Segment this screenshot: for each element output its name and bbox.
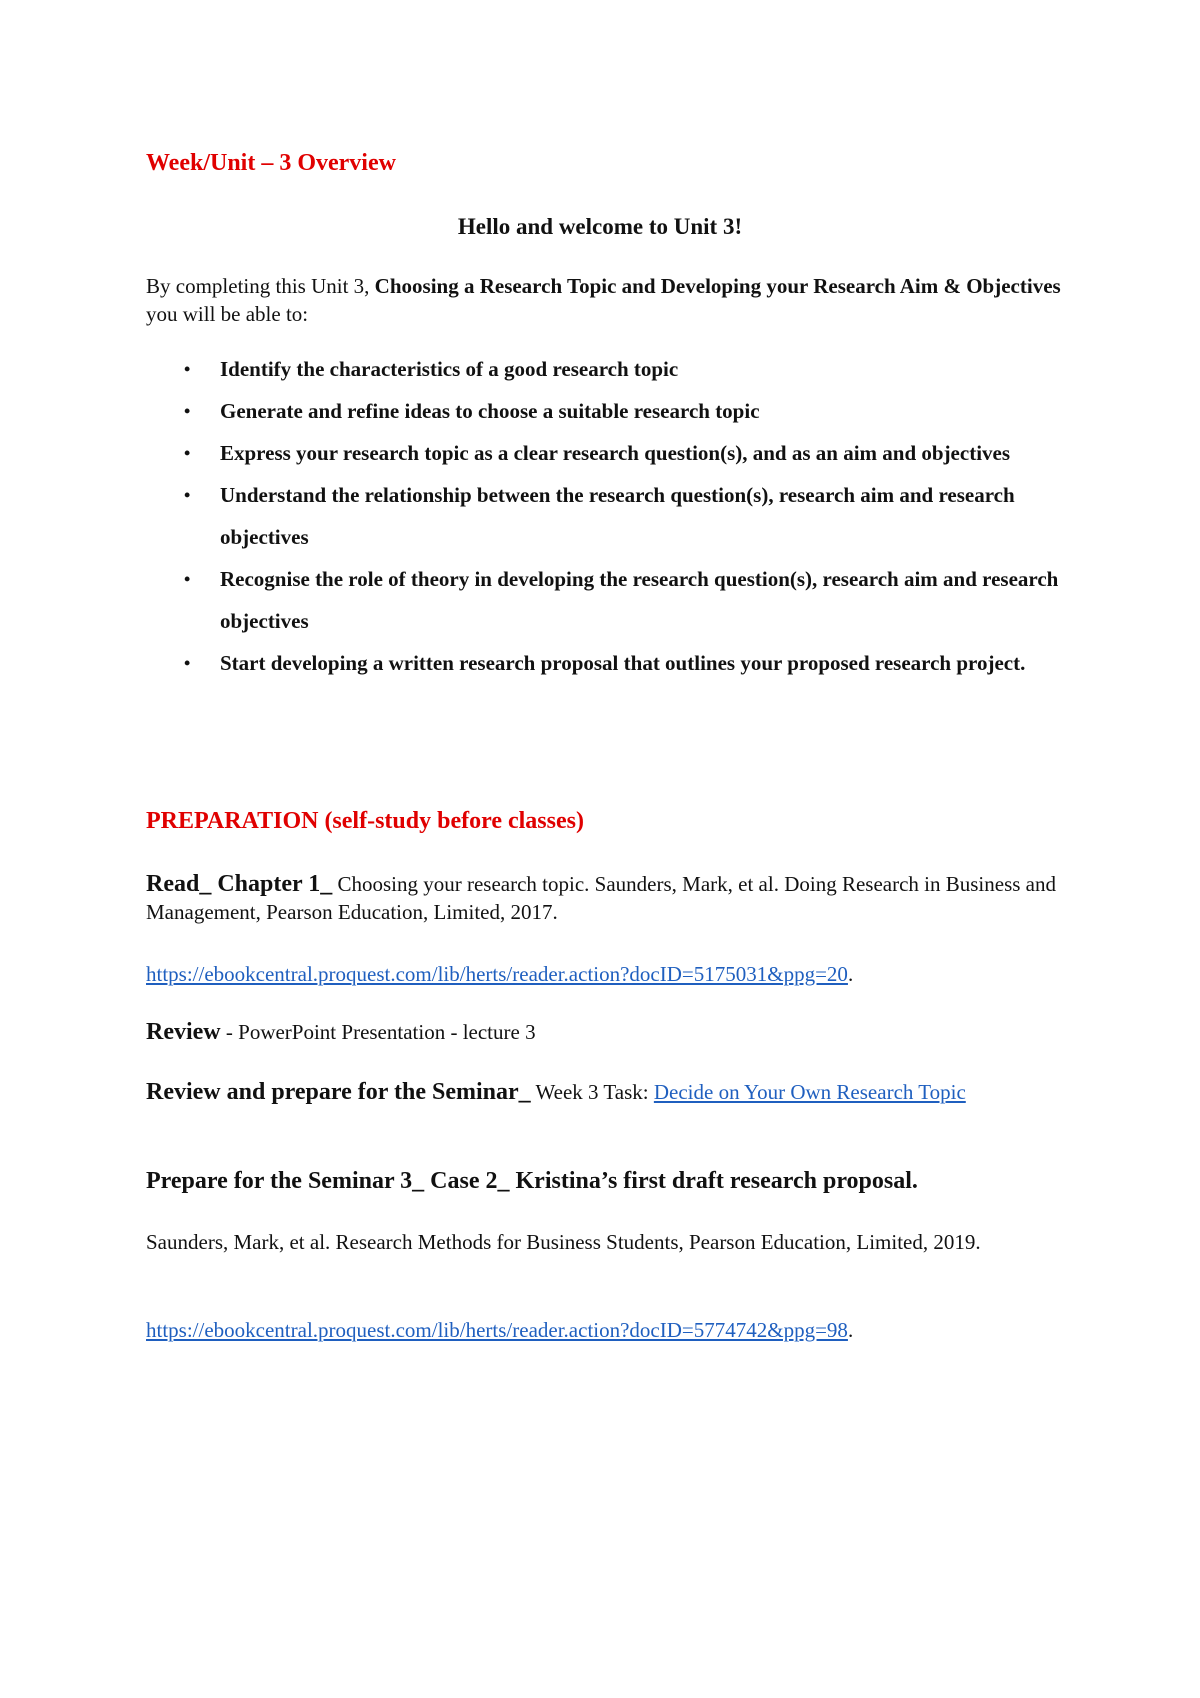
bullet-icon: • [184,485,191,505]
intro-text-end: you will be able to: [146,302,309,326]
seminar-review-label: Review and prepare for the Seminar_ [146,1079,531,1105]
link-2-period: . [847,1318,854,1342]
review-text: - PowerPoint Presentation - lecture 3 [220,1020,536,1044]
objective-text: Understand the relationship between the research question(s), research aim and research objectives [220,483,1015,549]
objective-text: Identify the characteristics of a good research topic [220,357,679,381]
ebook-link-line-1 [146,960,1076,988]
ebook-link-line-2 [146,1316,1076,1344]
seminar-review-paragraph [146,1078,1076,1106]
read-paragraph [146,870,1076,926]
review-label: Review [146,1019,221,1045]
ebook-link-1[interactable]: https://ebookcentral.proquest.com/lib/herts/reader.action?docID=5175031&ppg=20 [146,962,848,986]
read-text: Choosing your research topic. Saunders, Mark, et al. Doing Research in Business and Management, Pearson Education, Limited, 2017. [146,872,1056,924]
overview-heading: Week/Unit – 3 Overview [146,150,396,176]
prepare-seminar-heading: Prepare for the Seminar 3_ Case 2_ Kristina’s first draft research proposal. [146,1168,918,1194]
read-label: Read_ Chapter 1_ [146,871,333,897]
list-item [146,348,1076,390]
bullet-icon: • [184,569,191,589]
intro-text-start: By completing this Unit 3, [146,274,375,298]
list-item [146,432,1076,474]
intro-unit-title: Choosing a Research Topic and Developing your Research Aim & Objectives [374,274,1061,298]
welcome-heading: Hello and welcome to Unit 3! [457,214,743,239]
list-item [146,558,1076,642]
task-link[interactable]: Decide on Your Own Research Topic [653,1080,966,1104]
ebook-link-2[interactable]: https://ebookcentral.proquest.com/lib/herts/reader.action?docID=5774742&ppg=98 [146,1318,848,1342]
link-1-period: . [847,962,854,986]
bullet-icon: • [184,653,191,673]
bullet-icon: • [184,359,191,379]
objectives-list [146,348,1076,684]
list-item [146,390,1076,432]
review-paragraph [146,1018,1076,1046]
citation-paragraph: Saunders, Mark, et al. Research Methods for Business Students, Pearson Education, Limited, 2019. [146,1230,981,1254]
intro-paragraph [146,272,1076,328]
objective-text: Express your research topic as a clear research question(s), and as an aim and objectives [220,441,1011,465]
seminar-review-text: Week 3 Task: [530,1080,654,1104]
bullet-icon: • [184,401,191,421]
list-item [146,474,1076,558]
list-item [146,642,1076,684]
objective-text: Recognise the role of theory in developing the research question(s), research aim and research objectives [220,567,1059,633]
preparation-heading: PREPARATION (self-study before classes) [146,808,584,834]
objective-text: Generate and refine ideas to choose a suitable research topic [220,399,760,423]
objective-text: Start developing a written research proposal that outlines your proposed research project. [220,651,1026,675]
bullet-icon: • [184,443,191,463]
